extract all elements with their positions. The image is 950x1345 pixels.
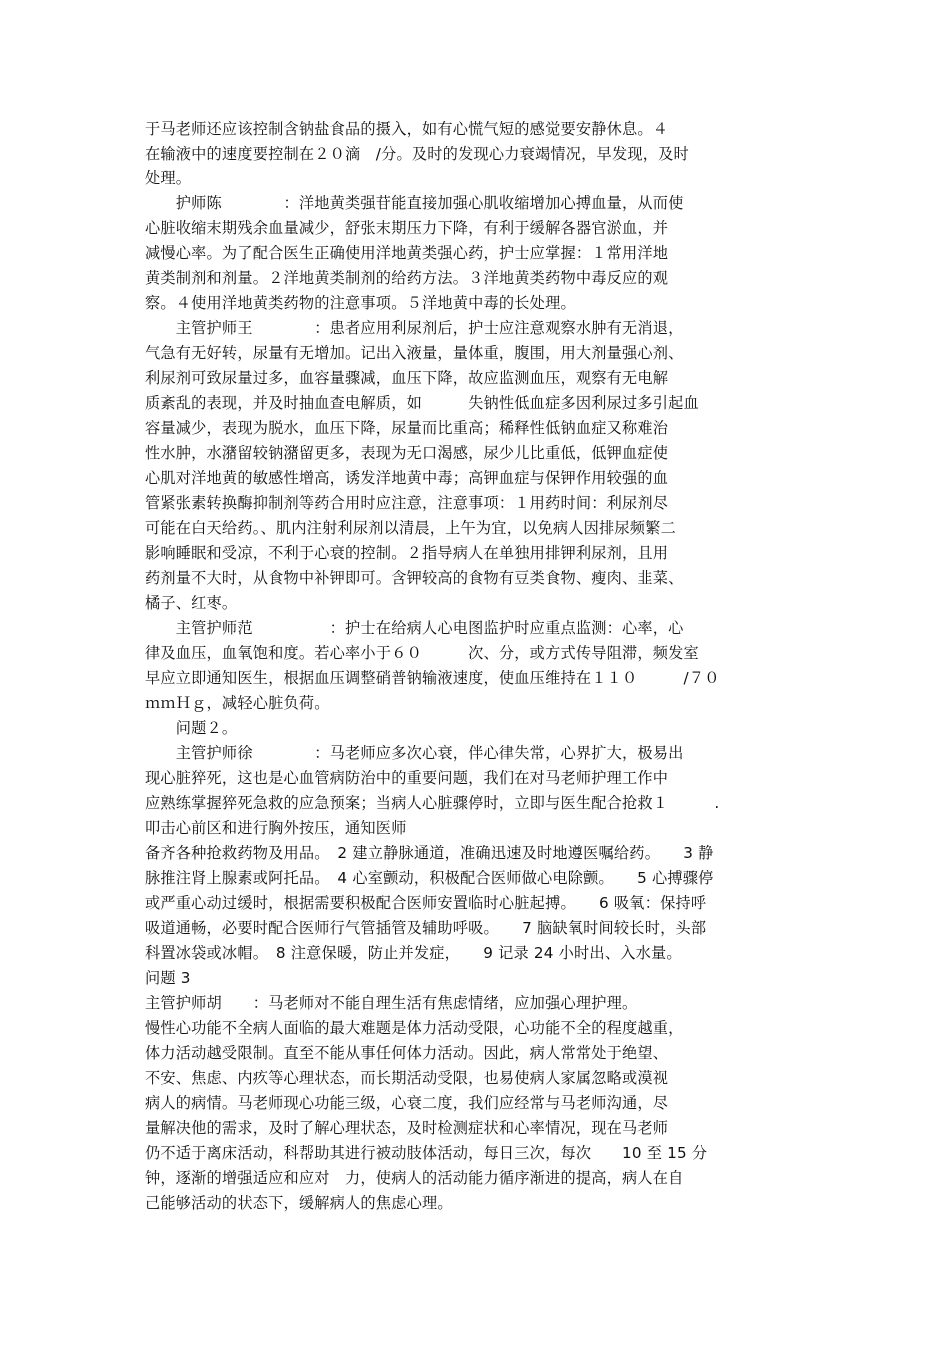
text-line: 容量减少，表现为脱水，血压下降，尿量而比重高；稀释性低钠血症又称难治 [145,419,669,437]
text-line: 问题 3 [145,969,191,987]
text-line: 科置冰袋或冰帽。 8 注意保暖，防止并发症， 9 记录 24 小时出、入水量。 [145,944,682,962]
text-line: 主管护师胡 ：马老师对不能自理生活有焦虑情绪，应加强心理护理。 [145,994,638,1012]
text-line: 体力活动越受限制。直至不能从事任何体力活动。因此，病人常常处于绝望、 [145,1044,669,1062]
text-line: 减慢心率。为了配合医生正确使用洋地黄类强心药，护士应掌握：１常用洋地 [145,244,669,262]
text-line: 质紊乱的表现，并及时抽血查电解质，如 失钠性低血症多因利尿过多引起血 [145,394,699,412]
text-line: 备齐各种抢救药物及用品。 2 建立静脉通道，准确迅速及时地遵医嘱给药。 3 静 [145,844,714,862]
text-line: 可能在白天给药。、肌内注射利尿剂以清晨，上午为宜，以免病人因排尿频繁二 [145,519,676,537]
text-line: 量解决他的需求，及时了解心理状态，及时检测症状和心率情况，现在马老师 [145,1119,669,1137]
text-line: 早应立即通知医生，根据血压调整硝普钠输液速度，使血压维持在１１０ /７０ [145,669,720,687]
text-line: 主管护师徐 ：马老师应多次心衰，伴心律失常，心界扩大，极易出 [145,744,684,762]
text-line: ｍｍＨｇ，减轻心脏负荷。 [145,694,330,712]
text-line: 己能够活动的状态下，缓解病人的焦虑心理。 [145,1194,453,1212]
text-line: 应熟练掌握猝死急救的应急预案；当病人心脏骤停时，立即与医生配合抢救１ . [145,794,720,812]
text-line: 于马老师还应该控制含钠盐食品的摄入，如有心慌气短的感觉要安静休息。４ [145,120,669,138]
text-line: 病人的病情。马老师现心功能三级，心衰二度，我们应经常与马老师沟通，尽 [145,1094,669,1112]
text-line: 性水肿，水潴留较钠潴留更多，表现为无口渴感，尿少儿比重低，低钾血症使 [145,444,669,462]
text-line: 利尿剂可致尿量过多，血容量骤减，血压下降，故应监测血压，观察有无电解 [145,369,669,387]
text-line: 在输液中的速度要控制在２０滴 /分。及时的发现心力衰竭情况，早发现，及时 [145,145,689,163]
text-line: 律及血压，血氧饱和度。若心率小于６０ 次、分，或方式传导阻滞，频发室 [145,644,699,662]
text-line: 钟，逐渐的增强适应和应对 力，使病人的活动能力循序渐进的提高，病人在自 [145,1169,684,1187]
text-line: 叩击心前区和进行胸外按压，通知医师 [145,819,407,837]
text-line: 仍不适于离床活动，科帮助其进行被动肢体活动，每日三次，每次 10 至 15 分 [145,1144,708,1162]
text-line: 黄类制剂和剂量。２洋地黄类制剂的给药方法。３洋地黄类药物中毒反应的观 [145,269,669,287]
text-line: 不安、焦虑、内疚等心理状态，而长期活动受限，也易使病人家属忽略或漠视 [145,1069,669,1087]
text-line: 问题２。 [145,719,238,737]
text-line: 管紧张素转换酶抑制剂等药合用时应注意，注意事项：１用药时间：利尿剂尽 [145,494,669,512]
text-line: 现心脏猝死，这也是心血管病防治中的重要问题，我们在对马老师护理工作中 [145,769,669,787]
text-line: 心脏收缩末期残余血量减少，舒张末期压力下降，有利于缓解各器官淤血，并 [145,219,669,237]
text-line: 慢性心功能不全病人面临的最大难题是体力活动受限，心功能不全的程度越重， [145,1019,684,1037]
text-line: 影响睡眠和受凉，不利于心衰的控制。２指导病人在单独用排钾利尿剂，且用 [145,544,669,562]
text-line: 橘子、红枣。 [145,594,238,612]
text-line: 药剂量不大时，从食物中补钾即可。含钾较高的食物有豆类食物、瘦肉、韭菜、 [145,569,684,587]
text-line: 脉推注肾上腺素或阿托品。 4 心室颤动，积极配合医师做心电除颤。 5 心搏骤停 [145,869,714,887]
text-line: 或严重心动过缓时，根据需要积极配合医师安置临时心脏起搏。 6 吸氧：保持呼 [145,894,707,912]
text-line: 气急有无好转，尿量有无增加。记出入液量，量体重，腹围，用大剂量强心剂、 [145,344,684,362]
text-line: 察。４使用洋地黄类药物的注意事项。５洋地黄中毒的长处理。 [145,294,576,312]
text-line: 心肌对洋地黄的敏感性增高，诱发洋地黄中毒；高钾血症与保钾作用较强的血 [145,469,669,487]
text-line: 主管护师范 ：护士在给病人心电图监护时应重点监测：心率，心 [145,619,684,637]
text-line: 护师陈 ：洋地黄类强苷能直接加强心肌收缩增加心搏血量，从而使 [145,194,684,212]
text-line: 主管护师王 ：患者应用利尿剂后，护士应注意观察水肿有无消退， [145,319,684,337]
text-line: 处理。 [145,169,192,187]
text-line: 吸道通畅，必要时配合医师行气管插管及辅助呼吸。 7 脑缺氧时间较长时，头部 [145,919,707,937]
